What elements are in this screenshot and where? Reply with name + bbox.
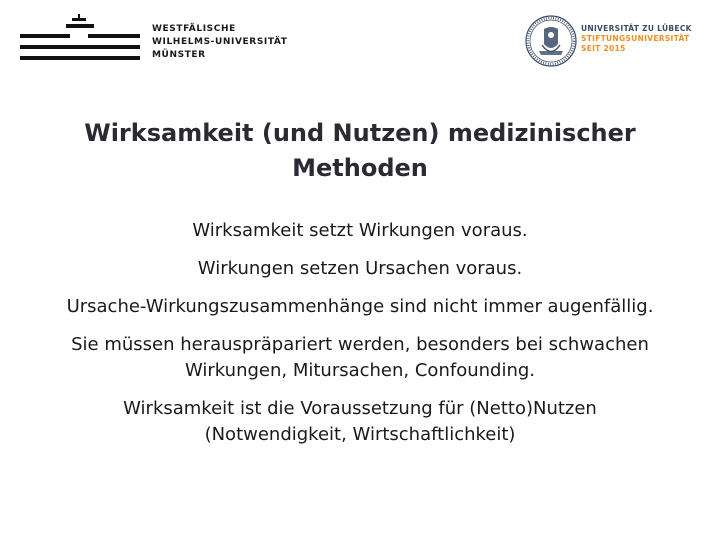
wwu-name [152, 23, 288, 62]
body-paragraph-4: Sie müssen herauspräpariert werden, besonders bei schwachen Wirkungen, Mitursachen, Confounding. [71, 334, 649, 381]
wwu-name-line-2: WILHELMS-UNIVERSITÄT [152, 37, 288, 47]
slide-body [20, 218, 700, 460]
body-paragraph-5: Wirksamkeit ist die Voraussetzung für (Netto)Nutzen (Notwendigkeit, Wirtschaftlichkeit) [123, 398, 597, 445]
wwu-name-line-1: WESTFÄLISCHE [152, 24, 236, 34]
body-paragraph-2: Wirkungen setzen Ursachen voraus. [197, 258, 523, 279]
uzl-name [581, 24, 692, 54]
slide-title: Wirksamkeit (und Nutzen) medizinischer Methoden [84, 119, 636, 182]
body-paragraph-3: Ursache-Wirkungszusammenhänge sind nicht immer augenfällig. [66, 296, 654, 317]
wwu-logo [20, 14, 288, 74]
wwu-mark-icon [20, 14, 144, 70]
uzl-name-line-1: UNIVERSITÄT ZU LÜBECK [581, 24, 692, 33]
uzl-seal-icon [524, 14, 578, 68]
uzl-name-line-2: STIFTUNGSUNIVERSITÄT [581, 34, 690, 43]
uzl-logo [524, 12, 714, 72]
body-paragraph-1: Wirksamkeit setzt Wirkungen voraus. [192, 220, 528, 241]
uzl-name-line-3: SEIT 2015 [581, 44, 626, 53]
wwu-name-line-3: MÜNSTER [152, 50, 206, 60]
